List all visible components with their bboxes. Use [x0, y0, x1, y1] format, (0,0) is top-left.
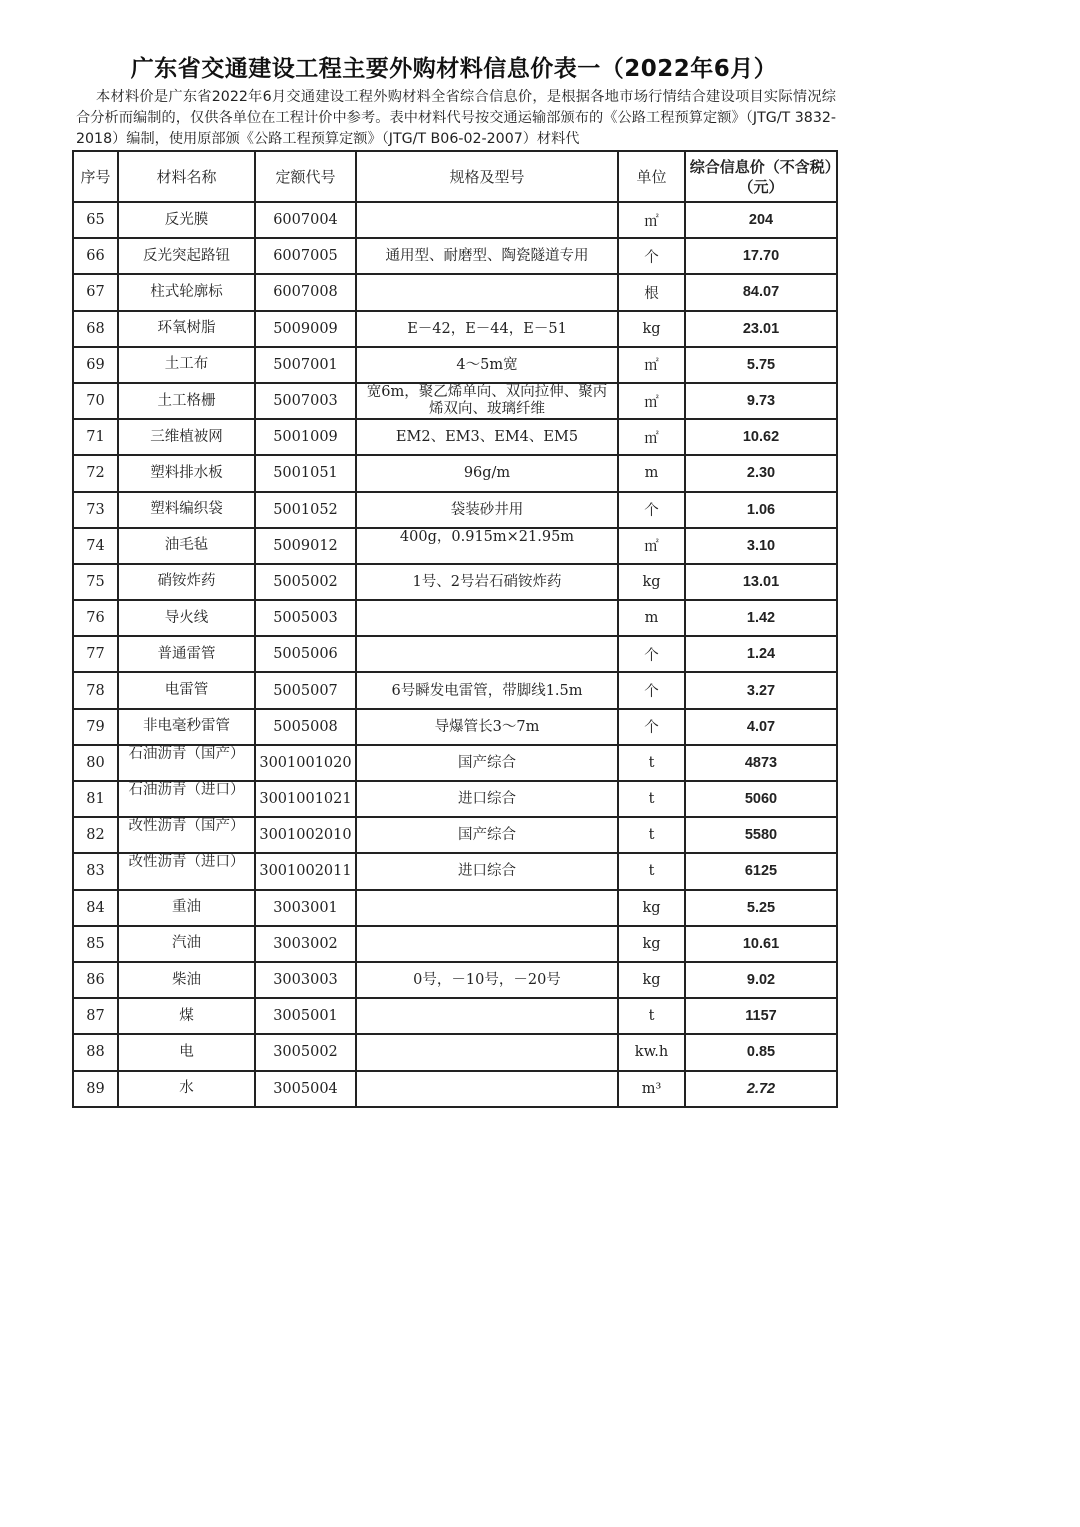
table-row [73, 202, 837, 238]
table-row [73, 383, 837, 419]
spec-cell: 袋装砂井用 [356, 492, 618, 528]
table-header-row [73, 151, 837, 202]
unit-cell: ㎡ [618, 383, 685, 419]
spec-cell: 国产综合 [356, 745, 618, 781]
quota-code-cell: 6007008 [255, 274, 356, 310]
spec-cell: 通用型、耐磨型、陶瓷隧道专用 [356, 238, 618, 274]
price-cell: 3.10 [685, 528, 837, 564]
spec-cell [356, 890, 618, 926]
material-name-cell: 反光膜 [118, 202, 255, 238]
material-name-cell [118, 853, 255, 889]
table-row [73, 564, 837, 600]
spec-cell: 0号，－10号，－20号 [356, 962, 618, 998]
spec-cell [356, 202, 618, 238]
table-row [73, 238, 837, 274]
price-cell: 2.72 [685, 1071, 837, 1107]
price-cell: 4.07 [685, 709, 837, 745]
spec-cell [356, 636, 618, 672]
material-name-cell: 土工布 [118, 347, 255, 383]
seq-cell: 81 [73, 781, 118, 817]
unit-cell: t [618, 998, 685, 1034]
spec-cell [356, 528, 618, 564]
material-name-cell: 硝铵炸药 [118, 564, 255, 600]
table-row [73, 672, 837, 708]
table-row [73, 636, 837, 672]
spec-cell [356, 1034, 618, 1070]
seq-cell: 84 [73, 890, 118, 926]
material-name-cell-text: 改性沥青（进口） [128, 854, 245, 871]
material-name-cell: 非电毫秒雷管 [118, 709, 255, 745]
header-quota-code: 定额代号 [255, 151, 356, 202]
quota-code-cell: 5005006 [255, 636, 356, 672]
price-cell: 10.62 [685, 419, 837, 455]
material-name-cell: 电雷管 [118, 672, 255, 708]
material-name-cell-text: 石油沥青（进口） [128, 782, 245, 799]
unit-cell: ㎡ [618, 347, 685, 383]
material-name-cell: 塑料编织袋 [118, 492, 255, 528]
table-row [73, 998, 837, 1034]
unit-cell: 个 [618, 238, 685, 274]
header-material-name: 材料名称 [118, 151, 255, 202]
quota-code-cell: 3005004 [255, 1071, 356, 1107]
price-cell: 23.01 [685, 311, 837, 347]
quota-code-cell: 6007005 [255, 238, 356, 274]
seq-cell: 70 [73, 383, 118, 419]
seq-cell: 89 [73, 1071, 118, 1107]
price-table [72, 150, 838, 1108]
quota-code-cell: 5009012 [255, 528, 356, 564]
table-row [73, 853, 837, 889]
material-name-cell: 柱式轮廓标 [118, 274, 255, 310]
seq-cell: 75 [73, 564, 118, 600]
table-row [73, 1071, 837, 1107]
seq-cell: 88 [73, 1034, 118, 1070]
quota-code-cell: 3005002 [255, 1034, 356, 1070]
table-row [73, 781, 837, 817]
spec-cell: 96g/m [356, 455, 618, 491]
spec-cell [356, 600, 618, 636]
seq-cell: 86 [73, 962, 118, 998]
price-cell: 204 [685, 202, 837, 238]
unit-cell: m³ [618, 1071, 685, 1107]
price-cell: 1.24 [685, 636, 837, 672]
unit-cell: ㎡ [618, 528, 685, 564]
spec-cell: E－42，E－44，E－51 [356, 311, 618, 347]
price-cell: 9.73 [685, 383, 837, 419]
unit-cell: kg [618, 962, 685, 998]
table-row [73, 709, 837, 745]
price-cell: 4873 [685, 745, 837, 781]
quota-code-cell: 5005003 [255, 600, 356, 636]
table-row [73, 817, 837, 853]
seq-cell: 73 [73, 492, 118, 528]
quota-code-cell: 5009009 [255, 311, 356, 347]
unit-cell: 个 [618, 492, 685, 528]
unit-cell: 个 [618, 672, 685, 708]
unit-cell: 个 [618, 636, 685, 672]
unit-cell: kg [618, 890, 685, 926]
spec-cell: 1号、2号岩石硝铵炸药 [356, 564, 618, 600]
material-name-cell: 导火线 [118, 600, 255, 636]
quota-code-cell: 5007003 [255, 383, 356, 419]
table-row [73, 1034, 837, 1070]
quota-code-cell: 3001002011 [255, 853, 356, 889]
table-row [73, 492, 837, 528]
material-name-cell: 三维植被网 [118, 419, 255, 455]
table-row [73, 419, 837, 455]
table-row [73, 347, 837, 383]
spec-cell [356, 1071, 618, 1107]
table-row [73, 745, 837, 781]
table-row [73, 455, 837, 491]
unit-cell: kg [618, 926, 685, 962]
quota-code-cell: 3001001021 [255, 781, 356, 817]
table-row [73, 890, 837, 926]
material-name-cell [118, 745, 255, 781]
price-cell: 5.25 [685, 890, 837, 926]
seq-cell: 65 [73, 202, 118, 238]
quota-code-cell: 5001052 [255, 492, 356, 528]
quota-code-cell: 5005008 [255, 709, 356, 745]
spec-cell [356, 998, 618, 1034]
seq-cell: 85 [73, 926, 118, 962]
price-cell: 1157 [685, 998, 837, 1034]
unit-cell: kg [618, 311, 685, 347]
seq-cell: 83 [73, 853, 118, 889]
seq-cell: 72 [73, 455, 118, 491]
price-cell: 6125 [685, 853, 837, 889]
material-name-cell: 水 [118, 1071, 255, 1107]
material-name-cell: 汽油 [118, 926, 255, 962]
unit-cell: m [618, 600, 685, 636]
unit-cell: t [618, 817, 685, 853]
quota-code-cell: 3003001 [255, 890, 356, 926]
price-cell: 3.27 [685, 672, 837, 708]
spec-cell-text: 宽6m，聚乙烯单向、双向拉伸、聚丙烯双向、玻璃纤维 [366, 384, 608, 418]
material-name-cell: 土工格栅 [118, 383, 255, 419]
header-seq: 序号 [73, 151, 118, 202]
quota-code-cell: 3005001 [255, 998, 356, 1034]
material-name-cell: 反光突起路钮 [118, 238, 255, 274]
price-cell: 13.01 [685, 564, 837, 600]
price-cell: 5060 [685, 781, 837, 817]
seq-cell: 67 [73, 274, 118, 310]
spec-cell-text: 400g，0.915m×21.95m [399, 528, 575, 545]
quota-code-cell: 3001001020 [255, 745, 356, 781]
material-name-cell: 塑料排水板 [118, 455, 255, 491]
seq-cell: 77 [73, 636, 118, 672]
seq-cell: 87 [73, 998, 118, 1034]
table-row [73, 926, 837, 962]
unit-cell: ㎡ [618, 202, 685, 238]
material-name-cell: 环氧树脂 [118, 311, 255, 347]
seq-cell: 76 [73, 600, 118, 636]
table-row [73, 528, 837, 564]
unit-cell: m [618, 455, 685, 491]
header-price: 综合信息价（不含税）（元） [685, 151, 837, 202]
unit-cell: t [618, 781, 685, 817]
table-row [73, 274, 837, 310]
table-row [73, 962, 837, 998]
quota-code-cell: 5005007 [255, 672, 356, 708]
unit-cell: kw.h [618, 1034, 685, 1070]
price-cell: 17.70 [685, 238, 837, 274]
price-cell: 5.75 [685, 347, 837, 383]
spec-cell: 导爆管长3～7m [356, 709, 618, 745]
seq-cell: 68 [73, 311, 118, 347]
table-body [73, 202, 837, 1107]
price-cell: 1.06 [685, 492, 837, 528]
seq-cell: 78 [73, 672, 118, 708]
quota-code-cell: 3003002 [255, 926, 356, 962]
table-row [73, 600, 837, 636]
spec-cell [356, 926, 618, 962]
quota-code-cell: 5001051 [255, 455, 356, 491]
price-cell: 9.02 [685, 962, 837, 998]
material-name-cell: 柴油 [118, 962, 255, 998]
material-name-cell: 煤 [118, 998, 255, 1034]
quota-code-cell: 6007004 [255, 202, 356, 238]
quota-code-cell: 5001009 [255, 419, 356, 455]
seq-cell: 80 [73, 745, 118, 781]
spec-cell: 进口综合 [356, 853, 618, 889]
quota-code-cell: 3001002010 [255, 817, 356, 853]
table-row [73, 311, 837, 347]
price-cell: 2.30 [685, 455, 837, 491]
material-name-cell [118, 817, 255, 853]
seq-cell: 69 [73, 347, 118, 383]
seq-cell: 74 [73, 528, 118, 564]
seq-cell: 82 [73, 817, 118, 853]
header-spec: 规格及型号 [356, 151, 618, 202]
unit-cell: t [618, 745, 685, 781]
quota-code-cell: 3003003 [255, 962, 356, 998]
price-cell: 1.42 [685, 600, 837, 636]
spec-cell [356, 383, 618, 419]
price-cell: 10.61 [685, 926, 837, 962]
unit-cell: 个 [618, 709, 685, 745]
unit-cell: ㎡ [618, 419, 685, 455]
material-name-cell: 普通雷管 [118, 636, 255, 672]
page-title: 广东省交通建设工程主要外购材料信息价表一（2022年6月） [130, 56, 778, 82]
unit-cell: t [618, 853, 685, 889]
seq-cell: 79 [73, 709, 118, 745]
material-name-cell-text: 改性沥青（国产） [128, 818, 245, 835]
quota-code-cell: 5005002 [255, 564, 356, 600]
seq-cell: 71 [73, 419, 118, 455]
spec-cell: 6号瞬发电雷管，带脚线1.5m [356, 672, 618, 708]
seq-cell: 66 [73, 238, 118, 274]
spec-cell: 进口综合 [356, 781, 618, 817]
intro-note: 本材料价是广东省2022年6月交通建设工程外购材料全省综合信息价，是根据各地市场行情结合建设项目实际情况综合分析而编制的，仅供各单位在工程计价中参考。表中材料代号按交通运输部颁布的《公路工程预算定额》（JTG/T 3832-2018）编制，使用原部颁《公路工程预算定额》（JTG/T B06-02-2007）材料代 [76, 89, 836, 147]
spec-cell [356, 274, 618, 310]
spec-cell: EM2、EM3、EM4、EM5 [356, 419, 618, 455]
material-name-cell: 电 [118, 1034, 255, 1070]
material-name-cell [118, 781, 255, 817]
unit-cell: kg [618, 564, 685, 600]
material-name-cell-text: 石油沥青（国产） [128, 745, 245, 762]
unit-cell: 根 [618, 274, 685, 310]
price-cell: 84.07 [685, 274, 837, 310]
price-cell: 5580 [685, 817, 837, 853]
spec-cell: 4～5m宽 [356, 347, 618, 383]
material-name-cell: 油毛毡 [118, 528, 255, 564]
header-unit: 单位 [618, 151, 685, 202]
quota-code-cell: 5007001 [255, 347, 356, 383]
spec-cell: 国产综合 [356, 817, 618, 853]
material-name-cell: 重油 [118, 890, 255, 926]
price-cell: 0.85 [685, 1034, 837, 1070]
